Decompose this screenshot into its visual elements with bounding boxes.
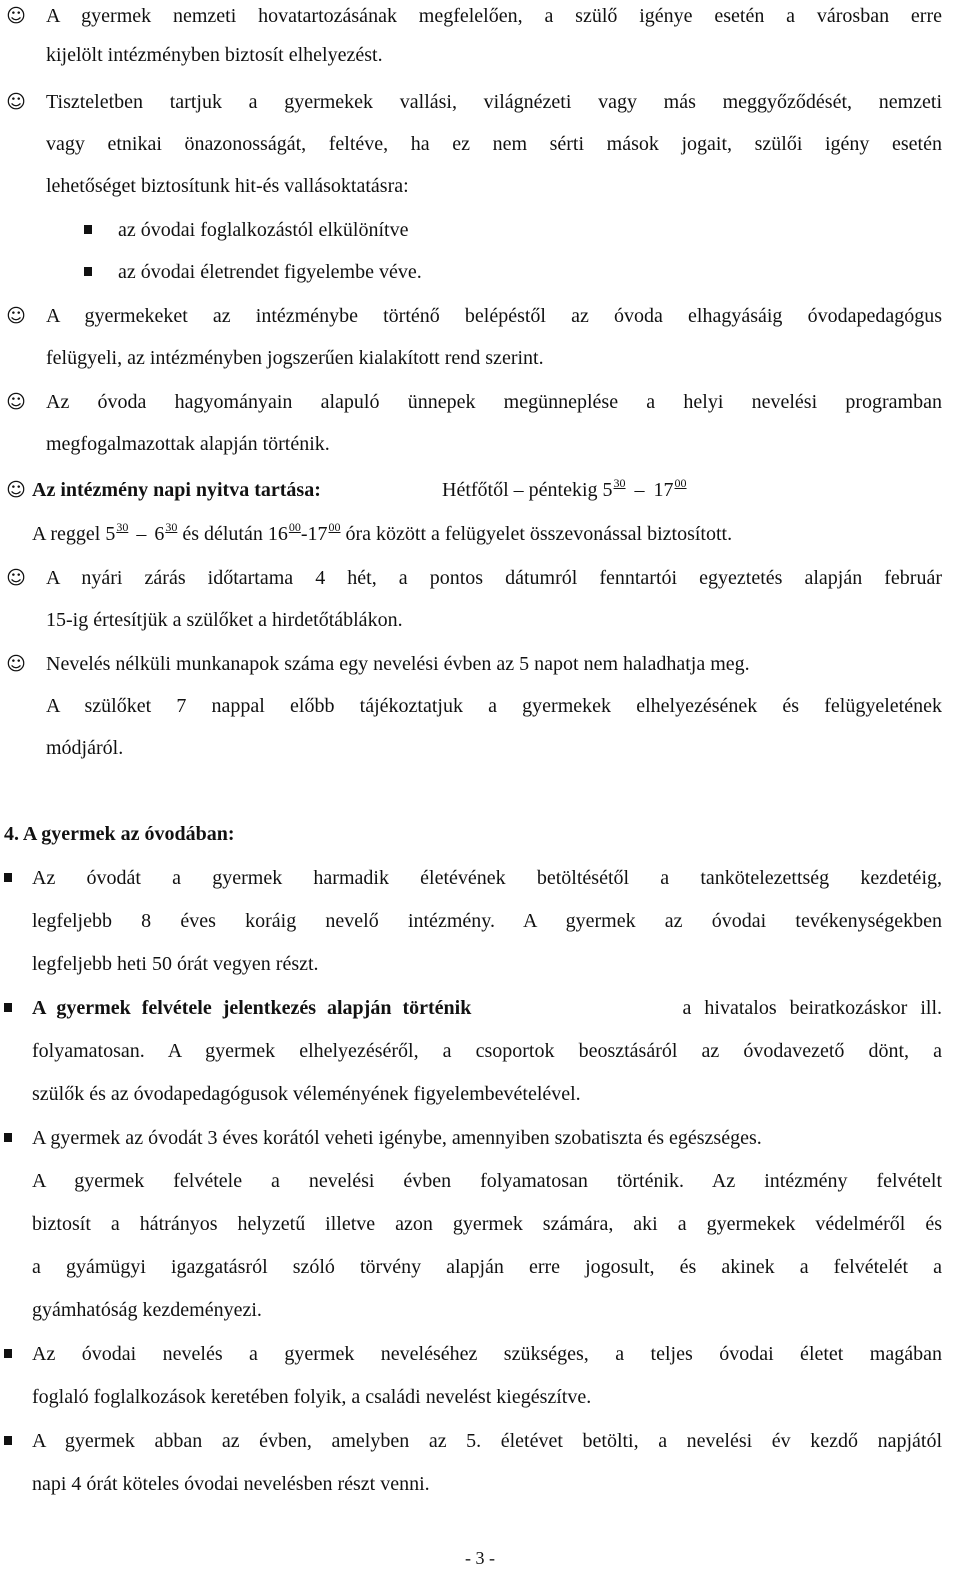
list-item-text: legfeljebb 8 éves koráig nevelő intézmény. A gyermek az óvodai tevékenységekben (32, 910, 942, 932)
square-bullet-icon (84, 267, 92, 276)
smiley-icon: ☺ (6, 5, 26, 27)
list-item-text: biztosít a hátrányos helyzetű illetve azon gyermek számára, aki a gyermekek védelméről és (32, 1213, 942, 1235)
opening-hours-value: Hétfőtől – péntekig $5^{30} - 17^{00}$ (442, 476, 687, 501)
list-item-text: napi 4 órát köteles óvodai nevelésben részt venni. (32, 1473, 430, 1495)
list-item-text: az óvodai foglalkozástól elkülönítve (118, 219, 409, 241)
list-item-text: gyámhatóság kezdeményezi. (32, 1299, 262, 1321)
square-bullet-icon (4, 1349, 12, 1358)
paragraph-text: Nevelés nélküli munkanapok száma egy nevelési évben az 5 napot nem haladhatja meg. (46, 653, 750, 675)
square-bullet-icon (4, 1436, 12, 1445)
square-bullet-icon (4, 1133, 12, 1142)
smiley-icon: ☺ (6, 653, 26, 675)
smiley-icon: ☺ (6, 391, 26, 413)
paragraph-text: A nyári zárás időtartama 4 hét, a pontos dátumról fenntartói egyeztetés alapján február (46, 567, 942, 589)
smiley-icon: ☺ (6, 91, 26, 113)
list-item-text: A gyermek abban az évben, amelyben az 5. életévet betölti, a nevelési év kezdő napjától (32, 1430, 942, 1452)
list-item-text: A gyermek felvétele jelentkezés alapján történik a hivatalos beiratkozáskor ill. (32, 997, 942, 1019)
paragraph-text: megfogalmazottak alapján történik. (46, 433, 330, 455)
opening-days: Hétfőtől – péntekig (442, 479, 598, 501)
paragraph-text: A gyermekeket az intézménybe történő belépéstől az óvoda elhagyásáig óvodapedagógus (46, 305, 942, 327)
square-bullet-icon (4, 873, 12, 882)
list-item-text: foglaló foglalkozások keretében folyik, a családi nevelést kiegészítve. (32, 1386, 592, 1408)
page-number: - 3 - (465, 1548, 495, 1568)
list-item-text: az óvodai életrendet figyelembe véve. (118, 261, 422, 283)
list-item-text: a gyámügyi igazgatásról szóló törvény alapján erre jogosult, és akinek a felvételét a (32, 1256, 942, 1278)
list-item-text: A gyermek az óvodát 3 éves korától veheti igénybe, amennyiben szobatiszta és egészséges. (32, 1127, 762, 1149)
paragraph-text: vagy etnikai önazonosságát, feltéve, ha ez nem sérti mások jogait, szülői igény esetén (46, 133, 942, 155)
paragraph-text: Tiszteletben tartjuk a gyermekek vallási, világnézeti vagy más meggyőződését, nemzeti (46, 91, 942, 113)
paragraph-text: 15-ig értesítjük a szülőket a hirdetőtáblákon. (46, 609, 403, 631)
list-item-text: A gyermek felvétele a nevelési évben folyamatosan történik. Az intézmény felvételt (32, 1170, 942, 1192)
smiley-icon: ☺ (6, 479, 26, 501)
paragraph-text: felügyeli, az intézményben jogszerűen kialakított rend szerint. (46, 347, 544, 369)
smiley-icon: ☺ (6, 567, 26, 589)
paragraph-text: A gyermek nemzeti hovatartozásának megfelelően, a szülő igénye esetén a városban erre (46, 5, 942, 27)
section-heading-text: 4. A gyermek az óvodában: (4, 823, 235, 845)
paragraph-text: módjáról. (46, 737, 124, 759)
smiley-icon: ☺ (6, 305, 26, 327)
opening-hours-label: Az intézmény napi nyitva tartása: (32, 479, 321, 501)
square-bullet-icon (4, 1003, 12, 1012)
list-item-text: folyamatosan. A gyermek elhelyezéséről, a csoportok beosztásáról az óvodavezető dönt, a (32, 1040, 942, 1062)
paragraph-text: A szülőket 7 nappal előbb tájékoztatjuk a gyermekek elhelyezésének és felügyeletének (46, 695, 942, 717)
list-item-text: Az óvodát a gyermek harmadik életévének betöltésétől a tankötelezettség kezdetéig, (32, 867, 942, 889)
square-bullet-icon (84, 225, 92, 234)
paragraph-text: kijelölt intézményben biztosít elhelyezést. (46, 44, 383, 66)
paragraph-text: lehetőséget biztosítunk hit-és vallásoktatásra: (46, 175, 409, 197)
supervision-text: A reggel $5^{30} - 6^{30}$ és délután $16^{00}-17^{00}$ óra között a felügyelet összevonással biztosított. (32, 520, 733, 545)
list-item-text: szülők és az óvodapedagógusok véleményének figyelembevételével. (32, 1083, 581, 1105)
list-item-text: legfeljebb heti 50 órát vegyen részt. (32, 953, 319, 975)
list-item-text: Az óvodai nevelés a gyermek neveléséhez szükséges, a teljes óvodai életet magában (32, 1343, 942, 1365)
paragraph-text: Az óvoda hagyományain alapuló ünnepek megünneplése a helyi nevelési programban (46, 391, 942, 413)
